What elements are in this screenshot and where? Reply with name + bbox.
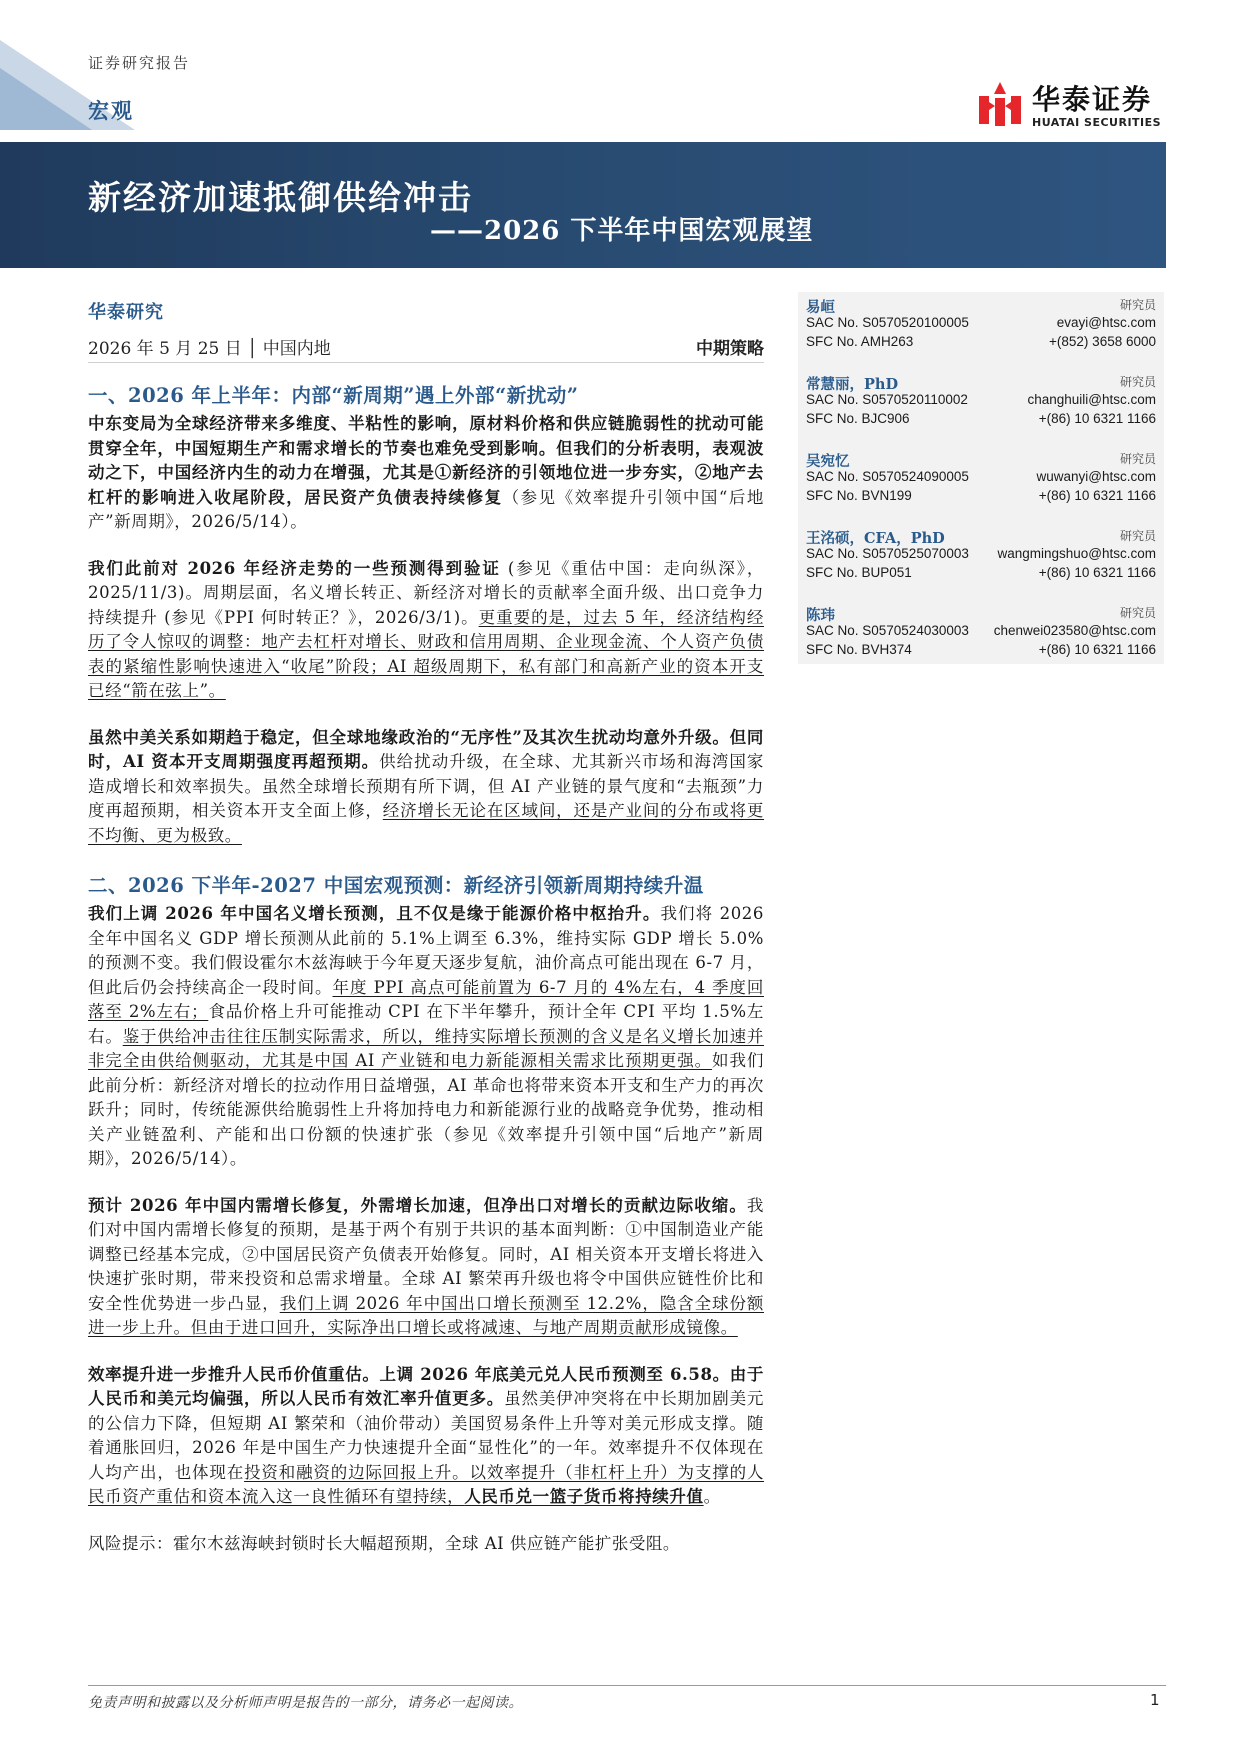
p3-text: 供给扰动升级，在全球、尤其新兴市场和海湾国家造成增长和效率损失。虽然全球增长预期有所下调，但 AI 产业链的景气度和“去瓶颈”力度再超预期，相关资本开支全面上修， (88, 752, 764, 820)
institution-label: 华泰研究 (88, 302, 164, 323)
analyst-role: 研究员 (1119, 375, 1156, 389)
analyst-phone: +(86) 10 6321 1166 (1038, 565, 1156, 580)
analyst-role: 研究员 (1119, 606, 1156, 620)
analyst-sac: SAC No. S0570525070003 (806, 546, 969, 561)
p5-underline: 我们上调 2026 年中国出口增长预测至 12.2%，隐含全球份额进一步上升。但由于进口回升，实际净出口增长或将减速、与地产周期贡献形成镜像。 (88, 1293, 764, 1337)
main-content (88, 380, 764, 1556)
analyst-card (806, 527, 1156, 584)
risk-note: 风险提示：霍尔木兹海峡封锁时长大幅超预期，全球 AI 供应链产能扩张受阻。 (88, 1533, 680, 1553)
report-title: 新经济加速抵御供给冲击 (88, 178, 473, 217)
paragraph-3 (88, 726, 764, 849)
huatai-logo (975, 78, 1175, 136)
analyst-card (806, 373, 1156, 430)
section-tag: 宏观 (88, 98, 134, 123)
logo-en-text: HUATAI SECURITIES (1032, 116, 1162, 129)
analyst-sac: SAC No. S0570520100005 (806, 315, 969, 330)
analyst-card (806, 604, 1156, 661)
report-type: 证券研究报告 (88, 54, 191, 72)
analyst-sidebar (798, 292, 1164, 664)
p3-underline: 经济增长无论在区域间，还是产业间的分布或将更不均衡、更为极致。 (88, 801, 765, 845)
p1-rest: （参见《效率提升引领中国“后地产”新周期》，2026/5/14）。 (88, 487, 764, 531)
analyst-card (806, 296, 1156, 353)
p4-text: 我们将 2026 全年中国名义 GDP 增长预测从此前的 5.1%上调至 6.3%，维持实际 GDP 增长 5.0%的预测不变。我们假设霍尔木兹海峡于今年夏天逐步复航，油价高点可能出现在 6-7 月，但此后仍会持续高企一段时间。 (88, 904, 764, 997)
p4-underline: 年度 PPI 高点可能前置为 6-7 月的 4%左右，4 季度回落至 2%左右； (88, 977, 764, 1021)
analyst-name: 常慧丽，PhD (806, 376, 899, 393)
strategy-label: 中期策略 (696, 339, 764, 359)
p6-bold: 效率提升进一步推升人民币价值重估。上调 2026 年底美元兑人民币预测至 6.58。由于人民币和美元均偏强，所以人民币有效汇率升值更多。 (88, 1364, 764, 1408)
p2-bold: 我们此前对 2026 年经济走势的一些预测得到验证 (88, 558, 501, 578)
analyst-email[interactable]: changhuili@htsc.com (1027, 392, 1156, 407)
analyst-card (806, 450, 1156, 507)
paragraph-1 (88, 412, 764, 535)
p6-end: 。 (703, 1487, 721, 1506)
p4-bold: 我们上调 2026 年中国名义增长预测，且不仅是缘于能源价格中枢抬升。 (88, 904, 661, 923)
analyst-email[interactable]: evayi@htsc.com (1056, 315, 1156, 330)
date-region: 2026 年 5 月 25 日 │ 中国内地 (88, 339, 331, 359)
analyst-name: 王洺硕，CFA，PhD (806, 530, 945, 547)
p5-bold: 预计 2026 年中国内需增长修复，外需增长加速，但净出口对增长的贡献边际收缩。 (88, 1195, 747, 1215)
report-subtitle: ——2026 下半年中国宏观展望 (430, 216, 814, 246)
footer-disclaimer: 免责声明和披露以及分析师声明是报告的一部分，请务必一起阅读。 (88, 1695, 523, 1711)
analyst-name: 吴宛忆 (806, 453, 850, 470)
meta-line (88, 334, 764, 363)
analyst-name: 易峘 (806, 299, 835, 316)
analyst-role: 研究员 (1119, 298, 1156, 312)
paragraph-4 (88, 902, 764, 1172)
analyst-sfc: SFC No. BVN199 (806, 488, 912, 503)
p6-underline: 投资和融资的边际回报上升。以效率提升（非杠杆上升）为支撑的人民币资产重估和资本流入这一良性循环有望持续， (88, 1462, 765, 1506)
p4-underline2: 鉴于供给冲击往往压制实际需求，所以，维持实际增长预测的含义是名义增长加速并非完全由供给侧驱动，尤其是中国 AI 产业链和电力新能源相关需求比预期更强。 (88, 1026, 765, 1070)
analyst-phone: +(86) 10 6321 1166 (1038, 488, 1156, 503)
paragraph-5 (88, 1194, 764, 1341)
analyst-sfc: SFC No. BUP051 (806, 565, 912, 580)
analyst-sac: SAC No. S0570520110002 (806, 392, 968, 407)
analyst-phone: +(86) 10 6321 1166 (1038, 642, 1156, 657)
analyst-sfc: SFC No. AMH263 (806, 334, 914, 349)
paragraph-2 (88, 557, 764, 704)
footer-divider (88, 1685, 1166, 1686)
analyst-sac: SAC No. S0570524090005 (806, 469, 969, 484)
section-heading-2: 二、2026 下半年-2027 中国宏观预测：新经济引领新周期持续升温 (88, 874, 704, 897)
p2-underline: 更重要的是，过去 5 年，经济结构经历了令人惊叹的调整：地产去杠杆对增长、财政和信用周期、企业现金流、个人资产负债表的紧缩性影响快速进入“收尾”阶段；AI 超级周期下，私有部门和高新产业的资本开支已经“箭在弦上”。 (88, 607, 764, 700)
analyst-role: 研究员 (1119, 529, 1156, 543)
paragraph-6 (88, 1363, 764, 1510)
p6-bold-underline: 人民币兑一篮子货币将持续升值 (464, 1487, 704, 1506)
analyst-email[interactable]: chenwei023580@htsc.com (993, 623, 1156, 638)
p1-bold: 中东变局为全球经济带来多维度、半粘性的影响，原材料价格和供应链脆弱性的扰动可能贯穿全年，中国短期生产和需求增长的节奏也难免受到影响。但我们的分析表明，表观波动之下，中国经济内生的动力在增强，尤其是①新经济的引领地位进一步夯实，②地产去杠杆的影响进入收尾阶段，居民资产负债表持续修复 (88, 414, 764, 507)
p3-bold: 虽然中美关系如期趋于稳定，但全球地缘政治的“无序性”及其次生扰动均意外升级。但同时，AI 资本开支周期强度再超预期。 (88, 727, 764, 771)
p6-text: 虽然美伊冲突将在中长期加剧美元的公信力下降，但短期 AI 繁荣和（油价带动）美国贸易条件上升等对美元形成支撑。随着通胀回归，2026 年是中国生产力快速提升全面“显性化”的一年。效率提升不仅体现在人均产出，也体现在 (88, 1389, 765, 1482)
analyst-email[interactable]: wuwanyi@htsc.com (1036, 469, 1156, 484)
page-number: 1 (1150, 1691, 1160, 1709)
section-heading-1: 一、2026 年上半年：内部“新周期”遇上外部“新扰动” (88, 384, 579, 407)
p2-text: (参见《重估中国：走向纵深》，2025/11/3)。周期层面，名义增长转正、新经济对增长的贡献率全面升级、出口竞争力持续提升 (参见《PPI 何时转正？》，2026/3/1)。 (88, 558, 764, 627)
analyst-role: 研究员 (1119, 452, 1156, 466)
analyst-email[interactable]: wangmingshuo@htsc.com (997, 546, 1156, 561)
p4-text3: 如我们此前分析：新经济对增长的拉动作用日益增强，AI 革命也将带来资本开支和生产力的再次跃升；同时，传统能源供给脆弱性上升将加持电力和新能源行业的战略竞争优势，推动相关产业链盈利、产能和出口份额的快速扩张（参见《效率提升引领中国“后地产”新周期》，2026/5/14）。 (88, 1051, 764, 1168)
p5-text: 我们对中国内需增长修复的预期，是基于两个有别于共识的基本面判断：①中国制造业产能调整已经基本完成，②中国居民资产负债表开始修复。同时，AI 相关资本开支增长将进入快速扩张时期，带来投资和总需求增量。全球 AI 繁荣再升级也将令中国供应链性价比和安全性优势进一步凸显， (88, 1195, 764, 1313)
analyst-sfc: SFC No. BJC906 (806, 411, 910, 426)
analyst-sfc: SFC No. BVH374 (806, 642, 912, 657)
analyst-sac: SAC No. S0570524030003 (806, 623, 969, 638)
analyst-phone: +(852) 3658 6000 (1049, 334, 1156, 349)
p4-text2: 食品价格上升可能推动 CPI 在下半年攀升，预计全年 CPI 平均 1.5%左右。 (88, 1002, 764, 1046)
analyst-name: 陈玮 (806, 607, 835, 624)
logo-cn-text: 华泰证券 (1032, 83, 1153, 116)
analyst-phone: +(86) 10 6321 1166 (1038, 411, 1156, 426)
huatai-logo-icon (975, 80, 1025, 130)
